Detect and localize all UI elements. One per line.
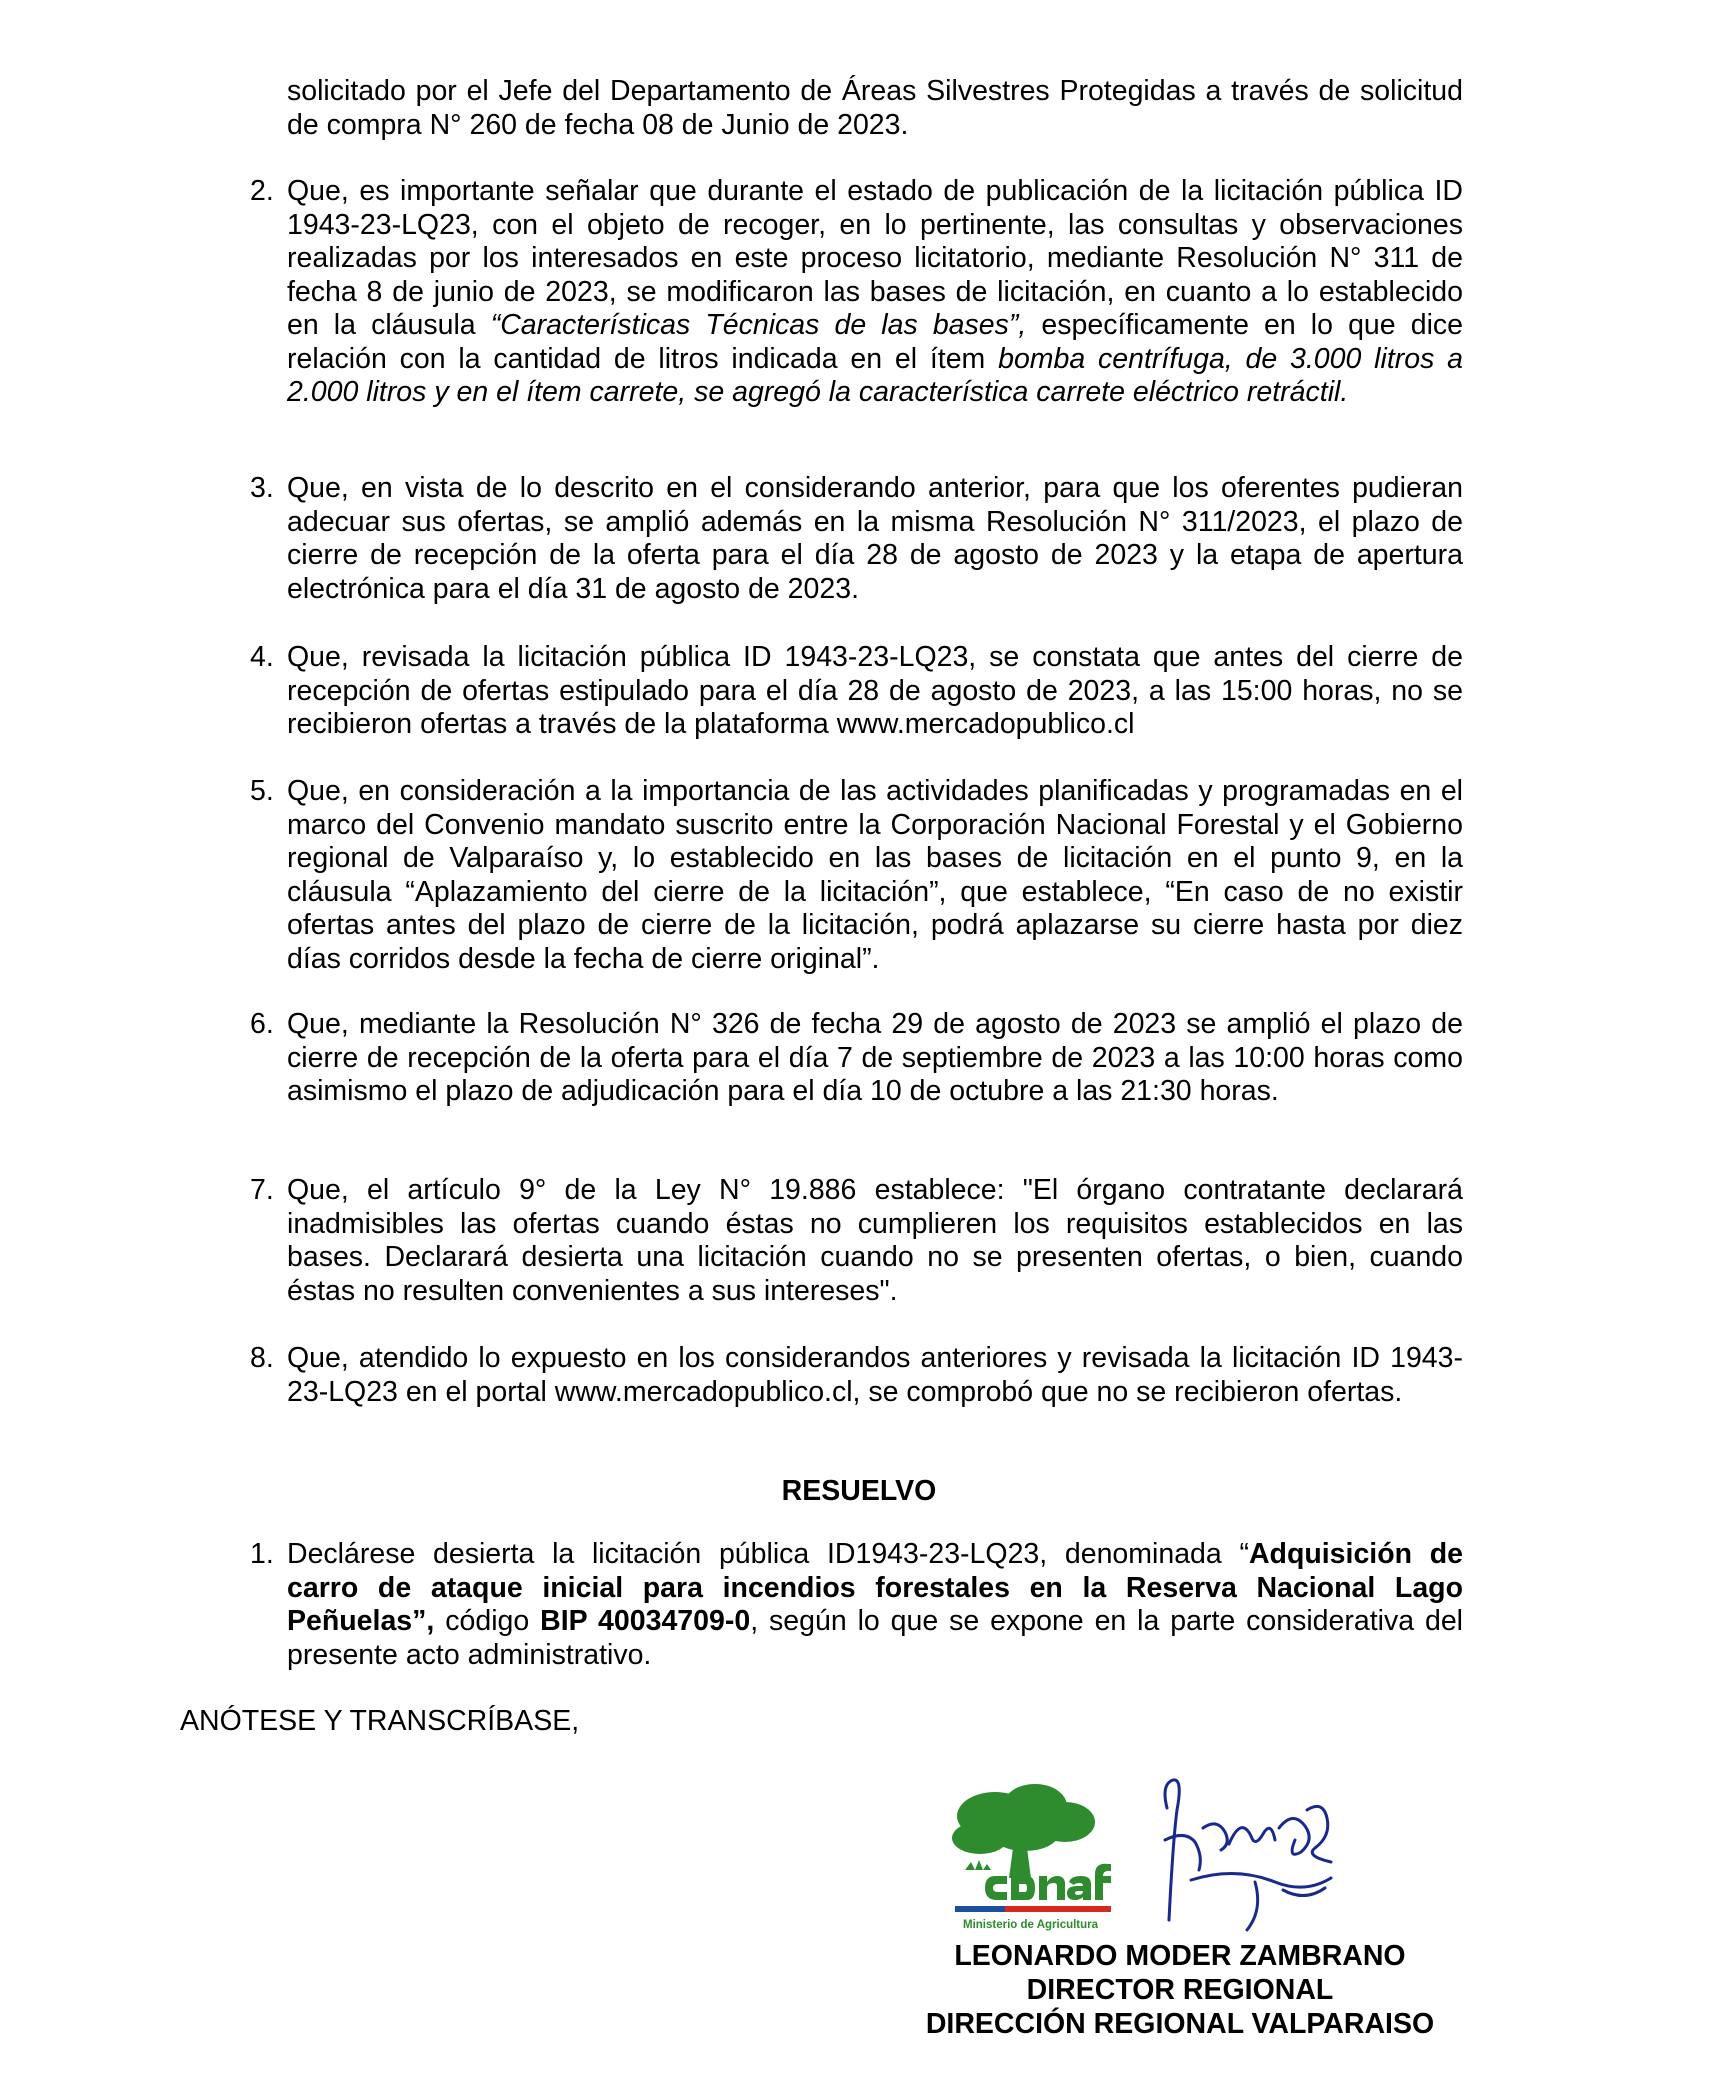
considerando-6 [250,1008,1463,1109]
conaf-logo [935,1778,1165,1934]
item-text: Que, en consideración a la importancia de las actividades planificadas y programadas en el marco del Convenio mandato suscrito entre la Corporación Nacional Forestal y el Gobierno regional de Valparaíso y, lo establecido en las bases de licitación en el punto 9, en la cláusula “Aplazamiento del cierre de la licitación”, que establece, “En caso de no existir ofertas antes del plazo de cierre de la licitación, podrá aplazarse su cierre hasta por diez días corridos desde la fecha de cierre original”. [287,775,1463,975]
item-number: 7. [250,1174,274,1206]
item-text: Que, en vista de lo descrito en el considerando anterior, para que los oferentes pudieran adecuar sus ofertas, se amplió además en la misma Resolución N° 311/2023, el plazo de cierre de recepción de la oferta para el día 28 de agosto de 2023 y la etapa de apertura electrónica para el día 31 de agosto de 2023. [287,472,1463,605]
item-text-bold: BIP 40034709-0 [540,1605,751,1637]
item-text-italic: “Características Técnicas de las bases”, [490,309,1027,341]
resuelvo-item-1 [250,1538,1463,1672]
item-text: Que, mediante la Resolución N° 326 de fecha 29 de agosto de 2023 se amplió el plazo de cierre de recepción de la oferta para el día 7 de septiembre de 2023 a las 10:00 horas como asimismo el plazo de adjudicación para el día 10 de octubre a las 21:30 horas. [287,1008,1463,1107]
item-text-bold: Adquisición de carro de ataque inicial para incendios forestales en la Reserva Nacional Lago Peñuelas”, [287,1538,1463,1637]
item-text: Que, revisada la licitación pública ID 1943-23-LQ23, se constata que antes del cierre de recepción de ofertas estipulado para el día 28 de agosto de 2023, a las 15:00 horas, no se recibieron ofertas a través de la plataforma www.mercadopublico.cl [287,641,1463,740]
closing-formula: ANÓTESE Y TRANSCRÍBASE, [180,1705,580,1737]
item-text [287,175,1463,410]
signatory-office: DIRECCIÓN REGIONAL VALPARAISO [925,2008,1435,2040]
item-number: 1. [250,1538,274,1570]
item-text: Que, el artículo 9° de la Ley N° 19.886 establece: "El órgano contratante declarará inadmisibles las ofertas cuando éstas no cumplieren los requisitos establecidos en las bases. Declarará desierta una licitación cuando no se presenten ofertas, o bien, cuando éstas no resulten convenientes a sus intereses". [287,1174,1463,1307]
item-number: 6. [250,1008,274,1040]
conaf-logo-icon [935,1778,1165,1934]
ministry-label: Ministerio de Agricultura [963,1919,1099,1931]
item-text-part: , según lo que se expone en la parte considerativa del presente acto administrativo. [287,1605,1464,1671]
considerando-3 [250,472,1463,606]
signatory-name: LEONARDO MODER ZAMBRANO [954,1940,1406,1972]
item-text-part: específicamente en lo que dice relación con la cantidad de litros indicada en el ítem [287,309,1464,375]
considerando-5 [250,775,1463,976]
considerando-2 [250,175,1463,410]
item-text: Que, atendido lo expuesto en los considerandos anteriores y revisada la licitación ID 1943-23-LQ23 en el portal www.mercadopublico.cl, se comprobó que no se recibieron ofertas. [287,1342,1463,1408]
item-number: 8. [250,1342,274,1374]
item-number: 2. [250,175,274,207]
considerando-7 [250,1174,1463,1308]
considerando-4 [250,641,1463,742]
intro-paragraph: solicitado por el Jefe del Departamento de Áreas Silvestres Protegidas a través de solicitud de compra N° 260 de fecha 08 de Junio de 2023. [287,75,1463,141]
item-text-part: Que, es importante señalar que durante el estado de publicación de la licitación pública ID 1943-23-LQ23, con el objeto de recoger, en lo pertinente, las consultas y observaciones realizadas por los interesados en este proceso licitatorio, mediante Resolución N° 311 de fecha 8 de junio de 2023, se modificaron las bases de licitación, en cuanto a lo establecido en la cláusula [287,175,1463,341]
item-text [287,1538,1463,1672]
item-number: 3. [250,472,274,504]
signature [1155,1770,1345,1940]
item-text-part: Declárese desierta la licitación pública ID1943-23-LQ23, denominada “ [287,1538,1249,1570]
item-text-italic: bomba centrífuga, de 3.000 litros a 2.000 litros y en el ítem carrete, se agregó la característica carrete eléctrico retráctil. [287,342,1463,408]
item-text-part: código [434,1605,541,1637]
signatory-title: DIRECTOR REGIONAL [1026,1974,1334,2006]
considerando-8 [250,1342,1463,1409]
item-number: 5. [250,775,274,807]
resuelvo-heading: RESUELVO [781,1475,937,1507]
signature-icon [1155,1770,1345,1940]
item-number: 4. [250,641,274,673]
